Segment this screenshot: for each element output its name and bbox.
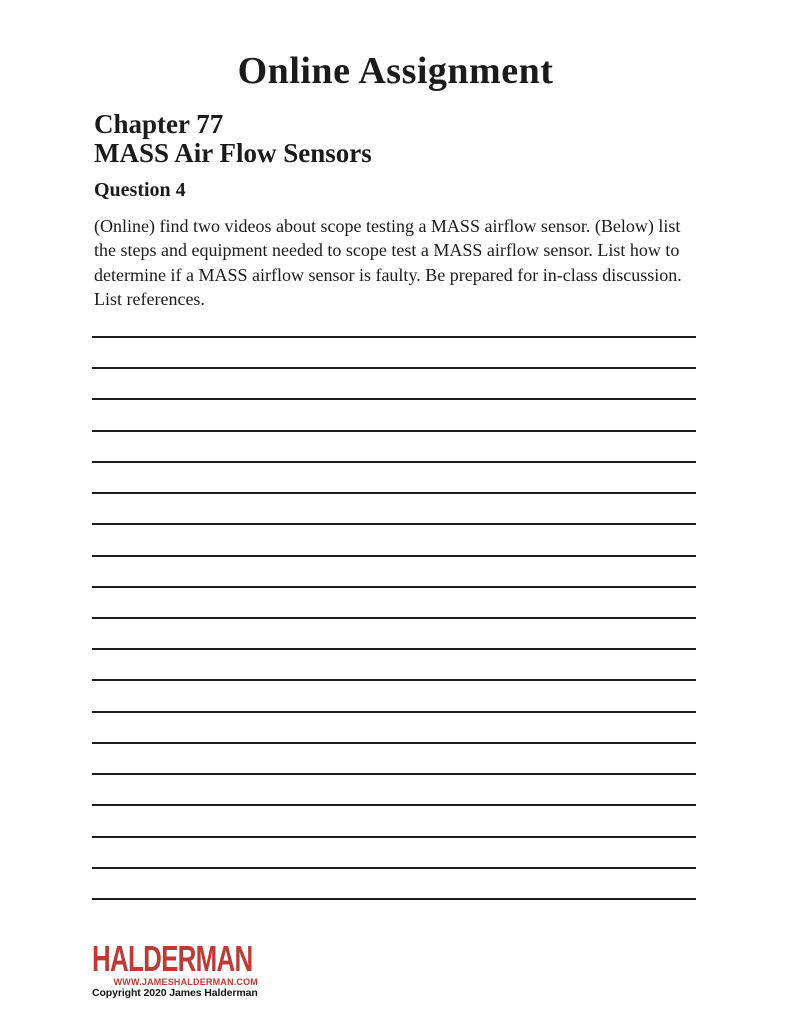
answer-line xyxy=(92,836,696,838)
chapter-number: Chapter 77 xyxy=(94,109,224,139)
halderman-logo: HALDERMAN xyxy=(92,938,253,979)
answer-line xyxy=(92,555,696,557)
question-label: Question 4 xyxy=(94,179,186,201)
answer-line xyxy=(92,617,696,619)
answer-line xyxy=(92,742,696,744)
answer-line xyxy=(92,367,696,369)
answer-line xyxy=(92,461,696,463)
answer-line xyxy=(92,711,696,713)
answer-line xyxy=(92,586,696,588)
answer-line xyxy=(92,867,696,869)
answer-line xyxy=(92,804,696,806)
answer-line xyxy=(92,336,696,338)
question-text-line: List references. xyxy=(94,289,205,310)
chapter-subject: MASS Air Flow Sensors xyxy=(94,137,372,168)
answer-line xyxy=(92,679,696,681)
copyright-text: Copyright 2020 James Halderman xyxy=(92,987,258,999)
answer-line xyxy=(92,430,696,432)
answer-line xyxy=(92,648,696,650)
answer-line xyxy=(92,492,696,494)
answer-line xyxy=(92,773,696,775)
answer-line xyxy=(92,898,696,900)
halderman-website-text: WWW.JAMESHALDERMAN.COM xyxy=(113,977,258,987)
page-title: Online Assignment xyxy=(237,50,554,92)
answer-line xyxy=(92,398,696,400)
question-text-line: determine if a MASS airflow sensor is faulty. Be prepared for in-class discussion. xyxy=(94,264,682,285)
question-text-line: (Online) find two videos about scope testing a MASS airflow sensor. (Below) list xyxy=(94,216,681,236)
question-text-line: the steps and equipment needed to scope test a MASS airflow sensor. List how to xyxy=(94,240,680,261)
answer-line xyxy=(92,523,696,525)
